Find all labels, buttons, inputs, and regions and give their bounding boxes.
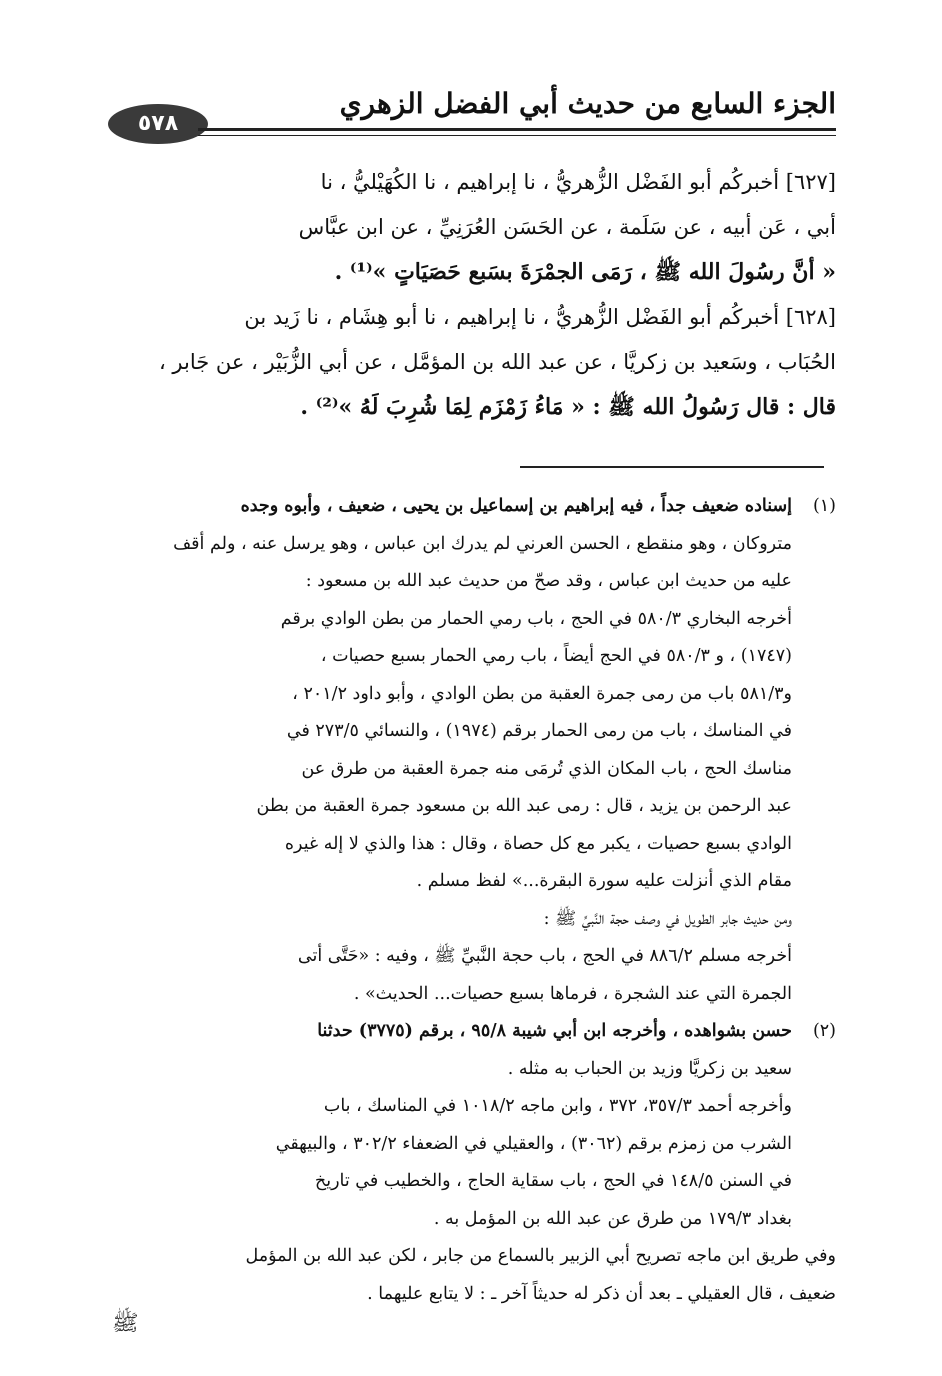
footnote-line: بغداد ١٧٩/٣ من طرق عن عبد الله بن المؤمل به . [433,1208,792,1229]
footnote-line: مقام الذي أنزلت عليه سورة البقرة...» لفظ مسلم . [416,871,792,891]
footnotes [108,488,836,1313]
hadith-628-line-2: الحُبَاب ، وسَعيد بن زكريَّا ، عن عبد الله بن المؤمَّل ، عن أبي الزُّبَيْر ، عن جَابر ، [158,350,836,374]
footnote-line: عبد الرحمن بن يزيد ، قال : رمى عبد الله بن مسعود جمرة العقبة من بطن [256,796,792,816]
footnote-line: الوادي بسبع حصيات ، يكبر مع كل حصاة ، وقال : هذا والذي لا إله غيره [284,833,792,854]
header-rule [198,128,836,131]
footnote-line: حسن بشواهده ، وأخرجه ابن أبي شيبة ٩٥/٨ ، برقم (٣٧٧٥) حدثنا [317,1021,792,1041]
footnote-line: متروكان ، وهو منقطع ، الحسن العرني لم يدرك ابن عباس ، وهو يرسل عنه ، ولم أقف [173,533,792,554]
footnote-line: (١٧٤٧) ، و ٥٨٠/٣ في الحج أيضاً ، باب رمي الحمار بسبع حصيات ، [320,646,792,666]
footnote-continuation: وفي طريق ابن ماجه تصريح أبي الزبير بالسماع من جابر ، لكن عبد الله بن المؤمل [245,1246,836,1266]
footnote-line: في السنن ١٤٨/٥ في الحج ، باب سقاية الحاج ، والخطيب في تاريخ [314,1171,792,1191]
footnote-line: وأخرجه أحمد ٣٥٧/٣، ٣٧٢ ، وابن ماجه ١٠١٨/٢ في المناسك ، باب [323,1096,792,1116]
footnote-2 [108,1013,836,1238]
footnote-line: و٥٨١/٣ باب من رمى جمرة العقبة من بطن الوادي ، وأبو داود ٢٠١/٢ ، [292,683,792,704]
footnote-number: (١) [812,496,836,516]
footnote-line: الشرب من زمزم برقم (٣٠٦٢) ، والعقيلي في الضعفاء ٣٠٢/٢ ، والبيهقي [275,1133,792,1154]
footnote-line: ومن حديث جابر الطويل في وصف حجة النَّبيِّ ﷺ : [543,908,792,929]
hadith-627-line-1: [٦٢٧] أخبركُم أبو الفَضْل الزُّهريُّ ، نا إبراهيم ، نا الكُهَيْليُّ ، نا [320,170,836,194]
running-title: الجزء السابع من حديث أبي الفضل الزهري [339,87,836,120]
footnote-line: في المناسك ، باب من رمى الحمار برقم (١٩٧٤) ، والنسائي ٢٧٣/٥ في [286,721,792,741]
main-text [108,160,836,430]
footnote-continuation: ضعيف ، قال العقيلي ـ بعد أن ذكر له حديثاً آخر ـ : لا يتابع عليهما . [367,1283,836,1304]
running-header [108,82,836,152]
footnote-line: إسناده ضعيف جداً ، فيه إبراهيم بن إسماعيل بن يحيى ، ضعيف ، وأبوه وجده [240,496,792,516]
footnote-line: أخرجه مسلم ٨٨٦/٢ في الحج ، باب حجة النَّبيِّ ﷺ ، وفيه : «حَتَّى أتى [297,946,792,966]
page-ornament-icon: ﷺ [112,1311,139,1336]
footnote-number: (٢) [812,1021,836,1041]
page-number-badge: ٥٧٨ [108,104,208,144]
footnote-1 [108,488,836,1013]
header-rule-thin [198,135,836,136]
footnote-line: الجمرة التي عند الشجرة ، فرماها بسبع حصيات... الحديث» . [353,983,792,1004]
footnote-line: سعيد بن زكريَّا وزيد بن الحباب به مثله . [507,1058,792,1079]
hadith-627-line-2: أبي ، عَن أبيه ، عن سَلَمة ، عن الحَسَن العُرَنِيِّ ، عن ابن عبَّاس [298,215,836,239]
hadith-628-matn: قال : قال رَسُولُ الله ﷺ : « مَاءُ زَمْزَم لِمَا شُرِبَ لَهُ »⁽²⁾ . [300,394,836,420]
footnote-divider [520,466,824,468]
footnote-line: أخرجه البخاري ٥٨٠/٣ في الحج ، باب رمي الحمار من بطن الوادي برقم [280,608,792,629]
hadith-627-matn: « أنَّ رسُولَ الله ﷺ ، رَمَى الجمْرَةَ بسَبع حَصَيَاتٍ »⁽¹⁾ . [334,259,836,285]
hadith-628-line-1: [٦٢٨] أخبركُم أبو الفَضْل الزُّهريُّ ، نا إبراهيم ، نا أبو هِشَام ، نا زَيد بن [244,305,836,329]
footnote-line: عليه من حديث ابن عباس ، وقد صحّ من حديث عبد الله بن مسعود : [305,571,792,591]
footnote-line: مناسك الحج ، باب المكان الذي تُرمَى منه جمرة العقبة من طرق عن [301,758,792,779]
